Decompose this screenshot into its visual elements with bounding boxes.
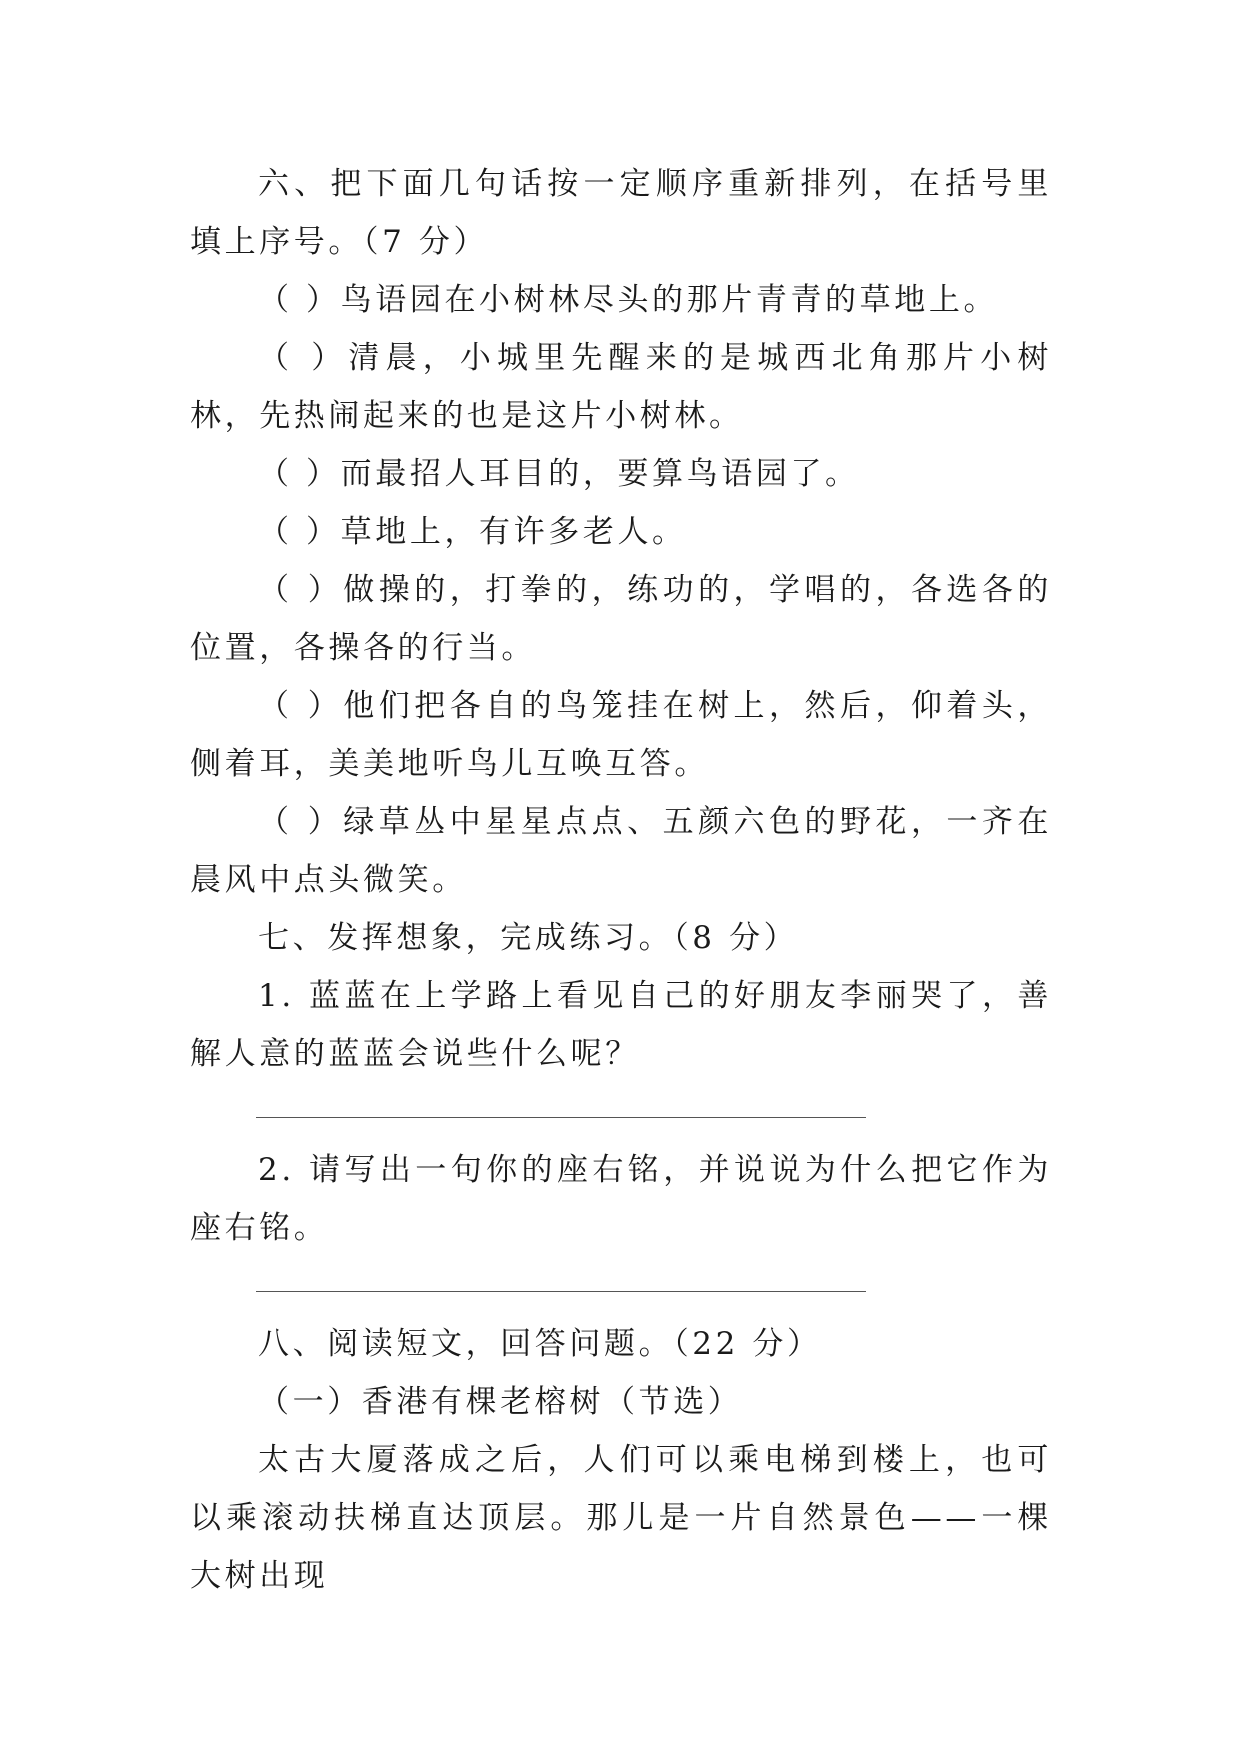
ordering-item-7: （ ）绿草丛中星星点点、五颜六色的野花，一齐在晨风中点头微笑。: [190, 804, 1052, 898]
ordering-item-3: （ ）而最招人耳目的，要算鸟语园了。: [258, 456, 860, 492]
page-content: [190, 155, 1052, 1605]
answer-blank-7-2[interactable]: [190, 1257, 1052, 1315]
ordering-item-6: （ ）他们把各自的鸟笼挂在树上，然后，仰着头，侧着耳，美美地听鸟儿互唤互答。: [190, 688, 1052, 782]
reading-passage: 太古大厦落成之后，人们可以乘电梯到楼上，也可以乘滚动扶梯直达顶层。那儿是一片自然景色——一棵大树出现: [190, 1442, 1052, 1594]
question-7-2: 2. 请写出一句你的座右铭，并说说为什么把它作为座右铭。: [190, 1152, 1052, 1246]
question-7-1: 1. 蓝蓝在上学路上看见自己的好朋友李丽哭了，善解人意的蓝蓝会说些什么呢？: [190, 978, 1052, 1072]
question-8-title: 八、阅读短文，回答问题。（22 分）: [258, 1326, 822, 1362]
ordering-item-2: （ ）清晨，小城里先醒来的是城西北角那片小树林，先热闹起来的也是这片小树林。: [190, 340, 1052, 434]
ordering-item-5: （ ）做操的，打拳的，练功的，学唱的，各选各的位置，各操各的行当。: [190, 572, 1052, 666]
question-7-title: 七、发挥想象，完成练习。（8 分）: [258, 920, 799, 956]
ordering-item-4: （ ）草地上，有许多老人。: [258, 514, 687, 550]
ordering-item-1: （ ）鸟语园在小树林尽头的那片青青的草地上。: [258, 282, 999, 318]
answer-blank-7-1[interactable]: [190, 1083, 1052, 1141]
reading-section-title: （一）香港有棵老榕树（节选）: [258, 1384, 743, 1420]
answer-line: [256, 1291, 866, 1292]
answer-line: [256, 1117, 866, 1118]
question-6-title: 六、把下面几句话按一定顺序重新排列，在括号里填上序号。（7 分）: [190, 166, 1052, 260]
